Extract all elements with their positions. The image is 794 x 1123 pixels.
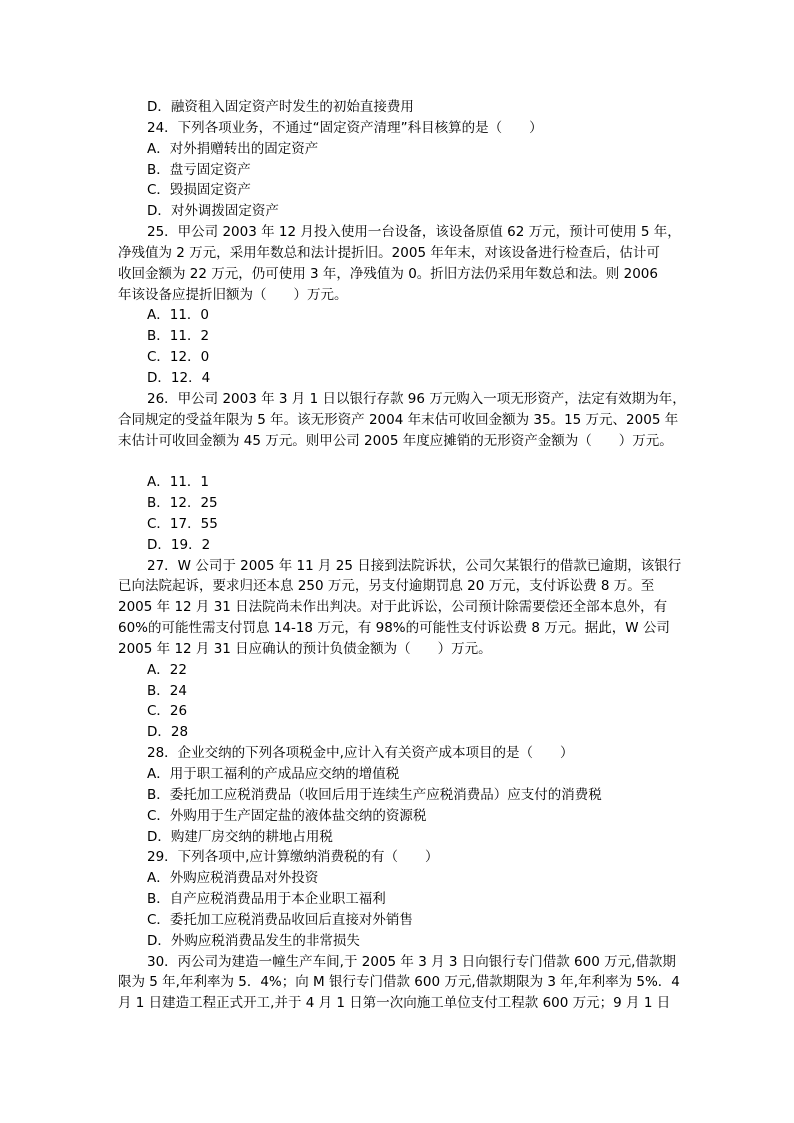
text-line: 29．下列各项中,应计算缴纳消费税的有（ ） — [147, 849, 439, 866]
text-line: D．购建厂房交纳的耕地占用税 — [147, 828, 333, 845]
text-line: 年该设备应提折旧额为（ ）万元。 — [118, 286, 348, 303]
text-line: B．24 — [147, 682, 187, 699]
text-line: C．12．0 — [147, 349, 210, 366]
text-line: B．自产应税消费品用于本企业职工福利 — [147, 891, 386, 908]
text-line: 27．W 公司于 2005 年 11 月 25 日接到法院诉状，公司欠某银行的借款已逾期，该银行 — [147, 557, 682, 574]
text-line: D．对外调拨固定资产 — [147, 203, 279, 220]
document-page — [118, 97, 686, 1014]
text-line: B．11．2 — [147, 328, 210, 345]
text-line: A．11．1 — [147, 474, 210, 491]
text-line: 月 1 日建造工程正式开工,并于 4 月 1 日第一次向施工单位支付工程款 600 万元；9 月 1 日 — [118, 995, 671, 1012]
text-line: B．12．25 — [147, 495, 218, 512]
text-line: 28．企业交纳的下列各项税金中,应计入有关资产成本项目的是（ ） — [147, 745, 574, 762]
blank-line — [118, 451, 680, 472]
text-line: 26．甲公司 2003 年 3 月 1 日以银行存款 96 万元购入一项无形资产，法定有效期为年， — [147, 390, 686, 407]
text-line: 60%的可能性需支付罚息 14-18 万元，有 98%的可能性支付诉讼费 8 万元。据此，W 公司 — [118, 620, 670, 637]
text-line: 已向法院起诉，要求归还本息 250 万元，另支付逾期罚息 20 万元，支付诉讼费 8 万。至 — [118, 578, 655, 595]
text-line: C．外购用于生产固定盐的液体盐交纳的资源税 — [147, 807, 427, 824]
text-line: 收回金额为 22 万元，仍可使用 3 年，净残值为 0。折旧方法仍采用年数总和法。则 2006 — [118, 265, 658, 282]
text-line: A．用于职工福利的产成品应交纳的增值税 — [147, 766, 400, 782]
text-line: 2005 年 12 月 31 日法院尚未作出判决。对于此诉讼，公司预计除需要偿还全部本息外，有 — [118, 599, 668, 616]
text-line: 24．下列各项业务，不通过“固定资产清理”科目核算的是（ ） — [147, 119, 543, 136]
text-line: D．12．4 — [147, 369, 211, 386]
text-line: B．委托加工应税消费品（收回后用于连续生产应税消费品）应支付的消费税 — [147, 786, 602, 803]
text-line: C．委托加工应税消费品收回后直接对外销售 — [147, 911, 413, 928]
text-line: 净残值为 2 万元，采用年数总和法计提折旧。2005 年年末，对该设备进行检查后，估计可 — [118, 244, 660, 261]
text-line: 限为 5 年,年利率为 5．4%；向 M 银行专门借款 600 万元,借款期限为 3 年,年利率为 5%．4 — [118, 974, 680, 991]
text-line: A．对外捐赠转出的固定资产 — [147, 140, 319, 157]
text-line: A．外购应税消费品对外投资 — [147, 870, 319, 887]
text-line: D．19．2 — [147, 536, 211, 553]
text-line: A．22 — [147, 661, 187, 678]
text-line: 合同规定的受益年限为 5 年。该无形资产 2004 年末估可收回金额为 35。15 万元、2005 年 — [118, 411, 679, 428]
text-line: D．外购应税消费品发生的非常损失 — [147, 932, 360, 949]
text-line: 30．丙公司为建造一幢生产车间,于 2005 年 3 月 3 日向银行专门借款 600 万元,借款期 — [147, 953, 676, 970]
text-line: B．盘亏固定资产 — [147, 161, 251, 178]
text-line: 25．甲公司 2003 年 12 月投入使用一台设备，该设备原值 62 万元，预计可使用 5 年， — [147, 224, 681, 241]
text-line: 末估计可收回金额为 45 万元。则甲公司 2005 年度应摊销的无形资产金额为（ ）万元。 — [118, 432, 673, 449]
text-line: C．26 — [147, 703, 188, 720]
text-line: 2005 年 12 月 31 日应确认的预计负债金额为（ ）万元。 — [118, 640, 492, 657]
text-line: C．17．55 — [147, 515, 218, 532]
text-line: C．毁损固定资产 — [147, 182, 251, 199]
text-line: A．11．0 — [147, 307, 210, 324]
text-line: D．融资租入固定资产时发生的初始直接费用 — [147, 99, 414, 115]
text-line: D．28 — [147, 724, 189, 741]
